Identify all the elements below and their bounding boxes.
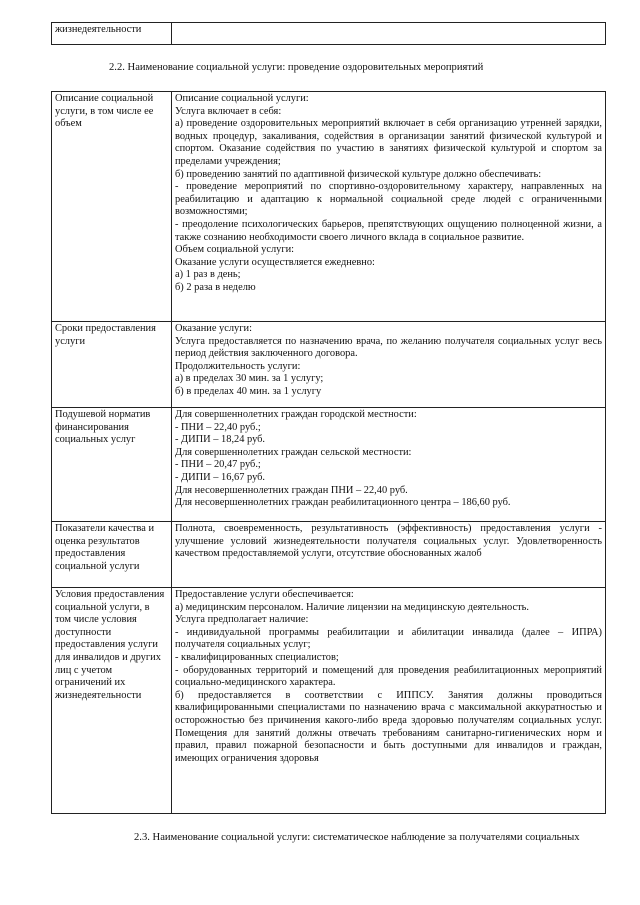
text-line: - ДИПИ – 18,24 руб.	[175, 434, 266, 446]
table-row	[52, 322, 606, 408]
text-line: Продолжительность услуги:	[175, 360, 301, 372]
row-content	[172, 588, 606, 814]
text-line: б) предоставляется в соответствии с ИППСУ. Занятия должны проводиться квалифицированными специалистами по назначению врача с максимальной аккуратностью и осторожностью без причинения какого-либо вреда здоровью получателям социальных услуг. Помещения для занятий должны отвечать требованиям санитарно-гигиенических норм и правил, правил пожарной безопасности и быть доступными для инвалидов и граждан, имеющих ограничения здоровья	[175, 689, 602, 764]
table-row	[52, 588, 606, 814]
text-line: Услуга включает в себя:	[175, 105, 282, 117]
text-line: Для несовершеннолетних граждан ПНИ – 22,40 руб.	[175, 484, 408, 496]
text-line: - ПНИ – 20,47 руб.;	[175, 459, 261, 471]
text-line: Предоставление услуги обеспечивается:	[175, 589, 354, 600]
row-label: жизнедеятельности	[52, 23, 172, 45]
text-line: б) в пределах 40 мин. за 1 услугу	[175, 385, 322, 397]
text-line: Оказание услуги:	[175, 323, 252, 334]
text-line: а) проведение оздоровительных мероприятий включает в себя организацию утренней зарядки, водных процедур, закаливания, содействия в организации занятий физической культурой и спортом. Оказание содействия по участию в занятиях физической культурой и спортом за пределами учреждения;	[175, 118, 602, 167]
text-line: Оказание услуги осуществляется ежедневно:	[175, 256, 375, 268]
table-row	[52, 92, 606, 322]
table-row	[52, 408, 606, 522]
text-line: Для совершеннолетних граждан городской местности:	[175, 409, 417, 420]
text-line: а) медицинским персоналом. Наличие лицензии на медицинскую деятельность.	[175, 601, 529, 613]
text-line: а) в пределах 30 мин. за 1 услугу;	[175, 373, 324, 385]
text-line: а) 1 раз в день;	[175, 269, 241, 281]
text-line: - преодоление психологических барьеров, препятствующих ощущению полноценной жизни, а также сознанию необходимости своего личного вклада в социальное развитие.	[175, 218, 602, 243]
text-line: - квалифицированных специалистов;	[175, 651, 339, 663]
row-label: Показатели качества и оценка результатов предоставления социальной услуги	[52, 522, 172, 588]
text-line: Для несовершеннолетних граждан реабилитационного центра – 186,60 руб.	[175, 497, 511, 509]
text-line: Услуга предполагает наличие:	[175, 614, 309, 626]
service-table	[51, 91, 606, 814]
section-heading-2-2: 2.2. Наименование социальной услуги: проведение оздоровительных мероприятий	[109, 62, 484, 73]
text-line: Полнота, своевременность, результативность (эффективность) предоставления услуги - улучшение условий жизнедеятельности получателя социальных услуг. Удовлетворенность качеством предоставляемой услуги, отсутствие обоснованных жалоб	[175, 523, 602, 560]
row-content	[172, 23, 606, 45]
text-line: б) 2 раза в неделю	[175, 281, 256, 293]
text-line: Объем социальной услуги:	[175, 244, 295, 256]
row-content	[172, 322, 606, 408]
table-row	[52, 522, 606, 588]
row-label: Условия предоставления социальной услуги, в том числе условия доступности предоставления услуги для инвалидов и других лиц с учетом ограничений их жизнедеятельности	[52, 588, 172, 814]
text-line: - ПНИ – 22,40 руб.;	[175, 421, 261, 433]
text-line: Услуга предоставляется по назначению врача, по желанию получателя социальных услуг весь период действия заключенного договора.	[175, 335, 602, 360]
text-line: - оборудованных территорий и помещений для проведения реабилитационных мероприятий социально-медицинского характера.	[175, 664, 602, 689]
text-line: - индивидуальной программы реабилитации и абилитации инвалида (далее – ИПРА) получателя социальных услуг;	[175, 626, 602, 651]
table-row	[52, 23, 606, 45]
section-heading-2-3: 2.3. Наименование социальной услуги: систематическое наблюдение за получателями социальных	[134, 832, 580, 843]
text-line: Описание социальной услуги:	[175, 93, 309, 104]
row-label: Описание социальной услуги, в том числе ее объем	[52, 92, 172, 322]
row-content	[172, 522, 606, 588]
text-line: - ДИПИ – 16,67 руб.	[175, 471, 266, 483]
text-line: Для совершеннолетних граждан сельской местности:	[175, 446, 412, 458]
row-content	[172, 92, 606, 322]
text-line: б) проведению занятий по адаптивной физической культуре должно обеспечивать:	[175, 168, 542, 180]
top-table-fragment	[51, 22, 606, 45]
row-label: Подушевой норматив финансирования социальных услуг	[52, 408, 172, 522]
text-line: - проведение мероприятий по спортивно-оздоровительному характеру, направленных на реабилитацию и адаптацию к нормальной социальной среде людей с ограниченными возможностями;	[175, 181, 602, 218]
row-content	[172, 408, 606, 522]
row-label: Сроки предоставления услуги	[52, 322, 172, 408]
